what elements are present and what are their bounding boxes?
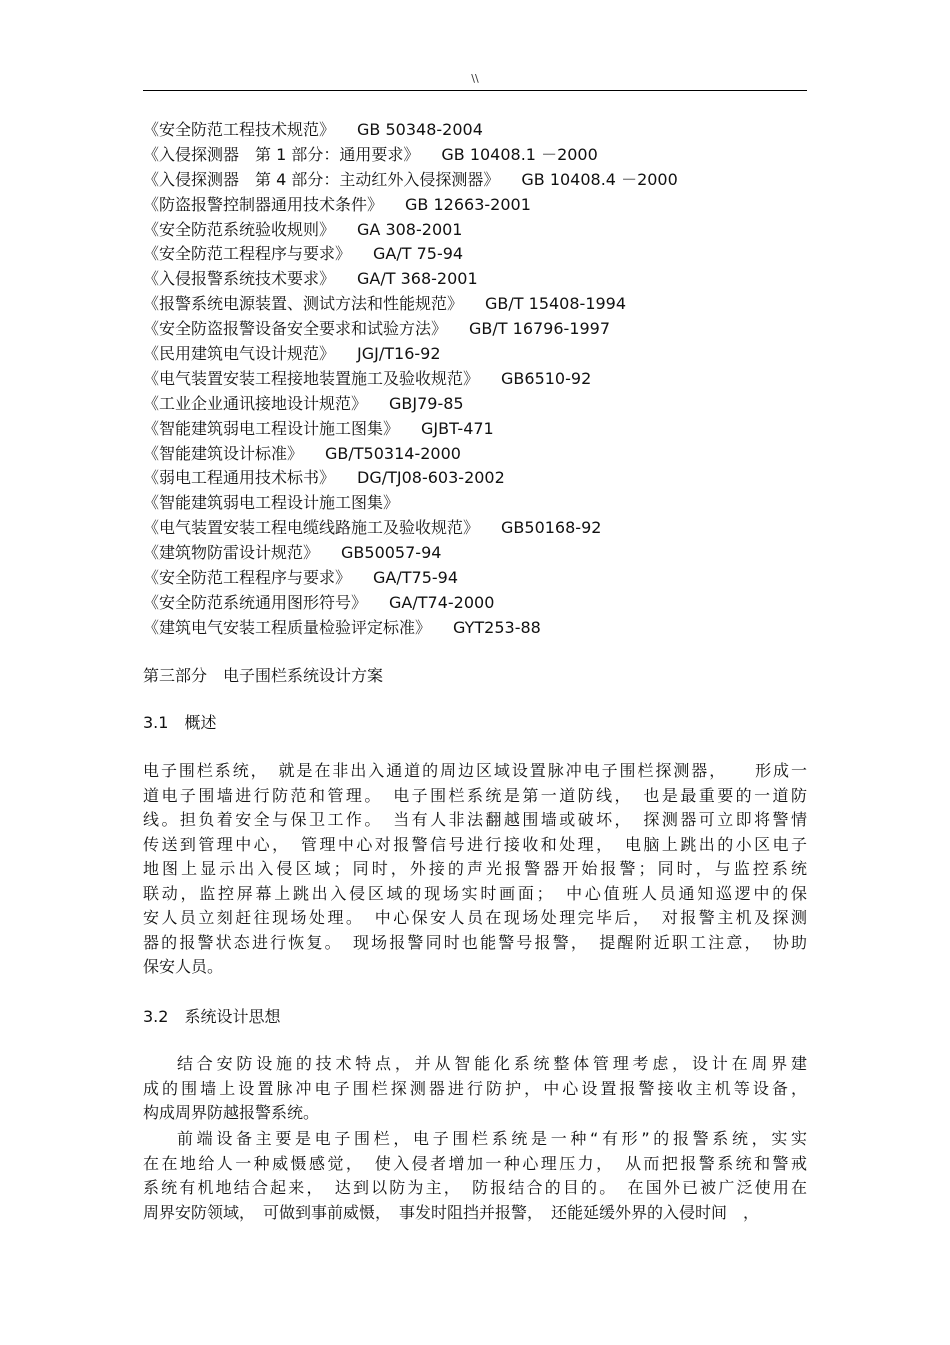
paragraph-line: 构成周界防越报警系统。 (143, 1103, 320, 1122)
paragraph-line: 在在地给人一种威慑感觉， 使入侵者增加一种心理压力， 从而把报警系统和警戒 (143, 1153, 807, 1173)
reference-code: GA/T75-94 (373, 568, 459, 588)
reference-code: GA/T 368-2001 (357, 269, 478, 289)
reference-code: DG/TJ08-603-2002 (357, 468, 505, 488)
reference-list (143, 118, 807, 641)
reference-code: GB/T 15408-1994 (485, 294, 627, 314)
paragraph-line: 结合安防设施的技术特点，并从智能化系统整体管理考虑，设计在周界建 (177, 1054, 807, 1073)
paragraph-line: 系统有机地结合起来， 达到以防为主， 防报结合的目的。 在国外已被广泛使用在 (143, 1178, 807, 1197)
reference-code: GBJ79-85 (389, 393, 464, 413)
reference-title: 《智能建筑弱电工程设计施工图集》 (143, 493, 400, 513)
reference-code: GJBT-471 (421, 418, 494, 438)
reference-item (143, 466, 807, 491)
reference-title: 《防盗报警控制器通用技术条件》 (143, 194, 384, 214)
reference-code: GB 50348-2004 (357, 120, 483, 139)
reference-title: 《安全防盗报警设备安全要求和试验方法》 (143, 319, 448, 339)
reference-title: 《安全防范系统通用图形符号》 (143, 592, 368, 612)
reference-code: GA/T 75-94 (373, 244, 464, 264)
reference-item (143, 541, 807, 566)
reference-code: GB50168-92 (501, 518, 602, 538)
reference-item (143, 417, 807, 442)
section-heading-3-2: 3.2 系统设计思想 (143, 1007, 281, 1026)
reference-item (143, 342, 807, 367)
reference-item (143, 591, 807, 616)
reference-code: GB50057-94 (341, 543, 442, 563)
reference-title: 《工业企业通讯接地设计规范》 (143, 393, 368, 413)
paragraph-line: 周界安防领域， 可做到事前威慑， 事发时阻挡并报警， 还能延缓外界的入侵时间 ， (143, 1202, 760, 1222)
paragraph-line: 保安人员。 (143, 957, 224, 976)
paragraph-line: 地图上显示出入侵区域；同时，外接的声光报警器开始报警；同时，与监控系统 (143, 859, 807, 878)
paragraph-line: 道电子围墙进行防范和管理。 电子围栏系统是第一道防线， 也是最重要的一道防 (143, 785, 807, 805)
reference-title: 《智能建筑设计标准》 (143, 443, 304, 463)
paragraph-line: 成的围墙上设置脉冲电子围栏探测器进行防护，中心设置报警接收主机等设备， (143, 1078, 807, 1098)
reference-code: GYT253-88 (453, 617, 541, 637)
paragraph-line: 电子围栏系统， 就是在非出入通道的周边区域设置脉冲电子围栏探测器， 形成一 (143, 761, 807, 780)
paragraph-line: 联动，监控屏幕上跳出入侵区域的现场实时画面； 中心值班人员通知巡逻中的保 (143, 883, 807, 903)
paragraph-line: 传送到管理中心， 管理中心对报警信号进行接收和处理， 电脑上跳出的小区电子 (143, 834, 807, 854)
reference-item (143, 218, 807, 243)
reference-item (143, 616, 807, 641)
reference-code: GB/T 16796-1997 (469, 319, 611, 339)
reference-title: 《安全防范工程技术规范》 (143, 120, 336, 139)
reference-item (143, 168, 807, 193)
reference-code: GA 308-2001 (357, 219, 463, 239)
paragraph-line: 线。担负着安全与保卫工作。 当有人非法翻越围墙或破坏， 探测器可立即将警情 (143, 810, 807, 829)
reference-title: 《入侵探测器 第 1 部分：通用要求》 (143, 144, 420, 164)
reference-title: 《入侵报警系统技术要求》 (143, 269, 336, 289)
reference-item (143, 118, 807, 143)
reference-item (143, 242, 807, 267)
paragraph-design-2 (143, 1127, 807, 1225)
header-rule (143, 90, 807, 91)
paragraph-overview (143, 759, 807, 980)
reference-code: GB/T50314-2000 (325, 443, 461, 463)
reference-title: 《电气装置安装工程接地装置施工及验收规范》 (143, 368, 480, 388)
reference-title: 《安全防范系统验收规则》 (143, 219, 336, 239)
reference-title: 《安全防范工程程序与要求》 (143, 244, 352, 264)
reference-item (143, 193, 807, 218)
paragraph-line: 安人员立刻赶往现场处理。 中心保安人员在现场处理完毕后， 对报警主机及探测 (143, 908, 807, 927)
reference-item (143, 442, 807, 467)
reference-title: 《报警系统电源装置、测试方法和性能规范》 (143, 294, 464, 314)
reference-code: GB6510-92 (501, 368, 592, 388)
reference-item (143, 367, 807, 392)
header-mark: \\ (471, 72, 479, 85)
reference-title: 《建筑物防雷设计规范》 (143, 543, 320, 563)
reference-code: GA/T74-2000 (389, 592, 495, 612)
reference-item (143, 491, 807, 516)
reference-item (143, 566, 807, 591)
section-title-part3: 第三部分 电子围栏系统设计方案 (143, 666, 384, 685)
reference-code: JGJ/T16-92 (357, 344, 441, 364)
reference-title: 《电气装置安装工程电缆线路施工及验收规范》 (143, 518, 480, 538)
reference-title: 《建筑电气安装工程质量检验评定标准》 (143, 617, 432, 637)
reference-item (143, 267, 807, 292)
reference-item (143, 292, 807, 317)
reference-item (143, 317, 807, 342)
reference-item (143, 392, 807, 417)
reference-item (143, 516, 807, 541)
reference-title: 《入侵探测器 第 4 部分：主动红外入侵探测器》 (143, 169, 500, 189)
reference-title: 《智能建筑弱电工程设计施工图集》 (143, 418, 400, 438)
paragraph-line: 器的报警状态进行恢复。 现场报警同时也能警号报警， 提醒附近职工注意， 协助 (143, 932, 807, 952)
reference-code: GB 10408.1 －2000 (441, 144, 598, 164)
reference-code: GB 10408.4 －2000 (521, 169, 678, 189)
reference-title: 《安全防范工程程序与要求》 (143, 568, 352, 588)
reference-code: GB 12663-2001 (405, 194, 531, 214)
section-heading-3-1: 3.1 概述 (143, 713, 217, 732)
reference-item (143, 143, 807, 168)
reference-title: 《弱电工程通用技术标书》 (143, 468, 336, 488)
paragraph-design-1 (143, 1052, 807, 1126)
paragraph-line: 前端设备主要是电子围栏，电子围栏系统是一种“有形”的报警系统，实实 (177, 1129, 807, 1148)
reference-title: 《民用建筑电气设计规范》 (143, 344, 336, 364)
